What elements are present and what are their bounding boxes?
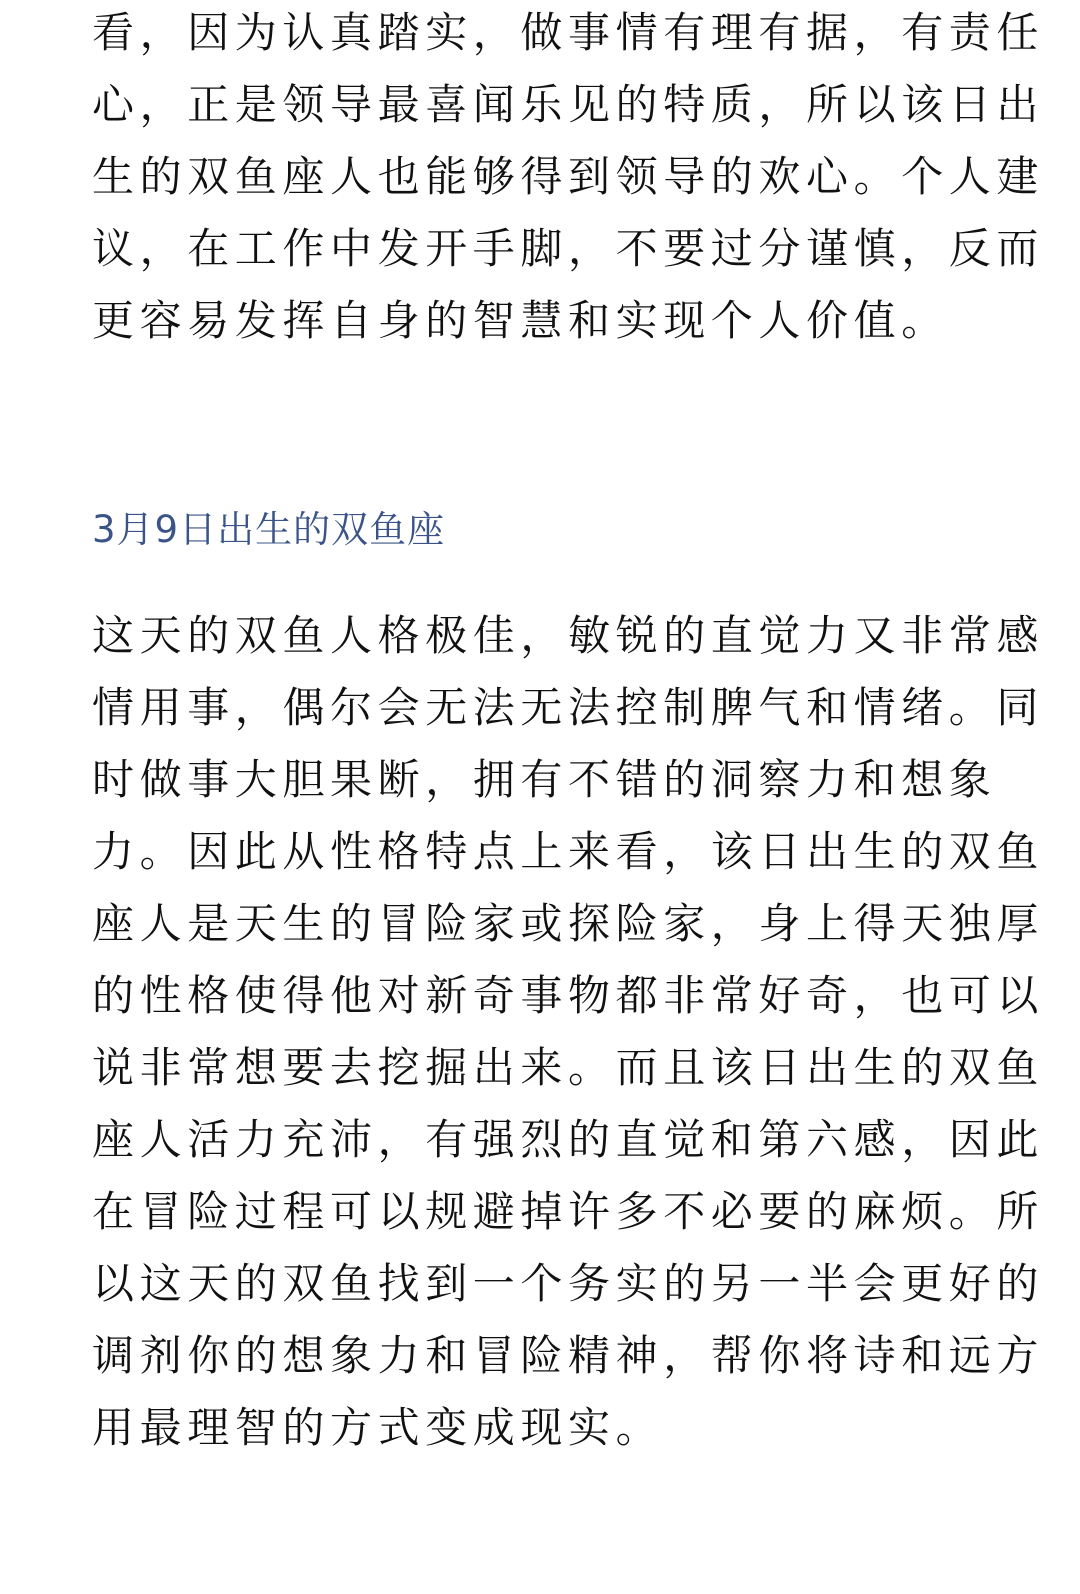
text-line: 座人活力充沛，有强烈的直觉和第六感，因此 <box>92 1115 1045 1164</box>
text-line: 议，在工作中发开手脚，不要过分谨慎，反而 <box>92 224 1045 273</box>
text-line: 以这天的双鱼找到一个务实的另一半会更好的 <box>92 1259 1045 1308</box>
text-line: 在冒险过程可以规避掉许多不必要的麻烦。所 <box>92 1187 1045 1236</box>
text-line: 的性格使得他对新奇事物都非常好奇，也可以 <box>92 971 1045 1020</box>
text-line: 用最理智的方式变成现实。 <box>92 1403 664 1452</box>
text-line: 情用事，偶尔会无法无法控制脾气和情绪。同 <box>92 683 1045 732</box>
section-heading: 3月9日出生的双鱼座 <box>92 508 446 551</box>
paragraph-continued <box>92 0 1045 357</box>
text-line: 说非常想要去挖掘出来。而且该日出生的双鱼 <box>92 1043 1045 1092</box>
text-line: 时做事大胆果断，拥有不错的洞察力和想象 <box>92 755 997 804</box>
text-line: 调剂你的想象力和冒险精神，帮你将诗和远方 <box>92 1331 1045 1380</box>
text-line: 座人是天生的冒险家或探险家，身上得天独厚 <box>92 899 1045 948</box>
text-line: 生的双鱼座人也能够得到领导的欢心。个人建 <box>92 152 1045 201</box>
paragraph-march-9 <box>92 600 1045 1464</box>
text-line: 看，因为认真踏实，做事情有理有据，有责任 <box>92 8 1045 57</box>
text-line: 更容易发挥自身的智慧和实现个人价值。 <box>92 296 949 345</box>
text-line: 这天的双鱼人格极佳，敏锐的直觉力又非常感 <box>92 611 1045 660</box>
text-line: 心，正是领导最喜闻乐见的特质，所以该日出 <box>92 80 1045 129</box>
text-line: 力。因此从性格特点上来看，该日出生的双鱼 <box>92 827 1045 876</box>
